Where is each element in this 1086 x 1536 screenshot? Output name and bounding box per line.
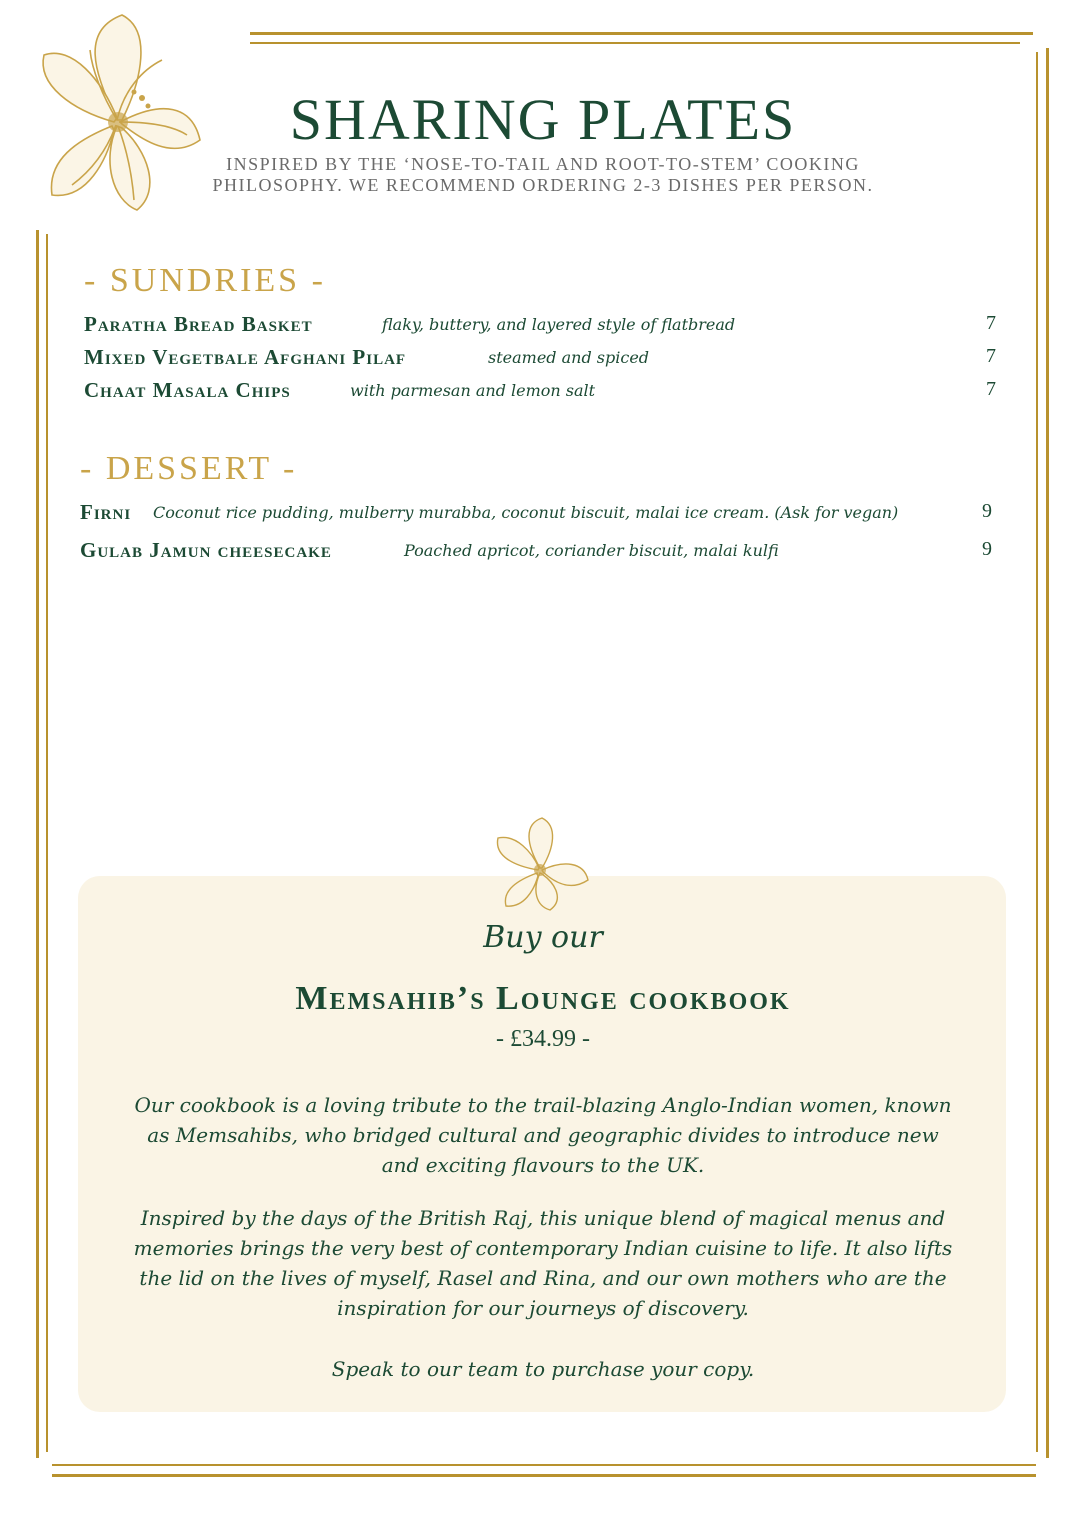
item-name: Chaat Masala Chips [84, 378, 291, 402]
cookbook-description-2: Inspired by the days of the British Raj, this unique blend of magical menus and memories brings the very best of contemporary Indian cuisine to life. It also lifts the lid on the lives of myself, Rasel and Rina, and our own mothers who are the inspiration for our journeys of discovery. [133, 1206, 953, 1320]
item-description: Coconut rice pudding, mulberry murabba, coconut biscuit, malai ice cream. (Ask for vegan) [153, 503, 899, 522]
page-title: SHARING PLATES [289, 87, 797, 152]
item-price: 7 [986, 312, 996, 334]
subtitle-line-1: INSPIRED BY THE ‘NOSE-TO-TAIL AND ROOT-TO-STEM’ COOKING [226, 154, 860, 174]
section-heading-dessert: - DESSERT - [80, 450, 298, 487]
frame-bottom-line [52, 1474, 1036, 1477]
menu-item [0, 378, 1086, 408]
item-name: Mixed Vegetbale Afghani Pilaf [84, 345, 407, 369]
frame-left-line [36, 230, 39, 1458]
item-price: 9 [982, 500, 992, 522]
frame-bottom-line-inner [52, 1464, 1036, 1466]
page-subtitle [160, 154, 926, 196]
item-description: flaky, buttery, and layered style of flatbread [382, 315, 736, 334]
menu-item [0, 345, 1086, 375]
subtitle-line-2: PHILOSOPHY. WE RECOMMEND ORDERING 2-3 DISHES PER PERSON. [212, 175, 874, 195]
cookbook-description-1: Our cookbook is a loving tribute to the trail-blazing Anglo-Indian women, known as Memsahibs, who bridged cultural and geographic divides to introduce new and exciting flavours to the UK. [134, 1093, 952, 1177]
hibiscus-flower-icon [488, 816, 592, 912]
item-description: steamed and spiced [488, 348, 650, 367]
menu-item [0, 500, 1086, 530]
buy-our-script: Buy our [483, 920, 603, 955]
section-heading-sundries: - SUNDRIES - [84, 262, 326, 299]
frame-top-line-inner [250, 42, 1020, 44]
menu-item [0, 312, 1086, 342]
menu-item [0, 538, 1086, 568]
item-description: Poached apricot, coriander biscuit, malai kulfi [404, 541, 779, 560]
item-price: 7 [986, 345, 996, 367]
cookbook-price: - £34.99 - [496, 1026, 590, 1052]
frame-top-line [250, 32, 1033, 35]
item-name: Firni [80, 500, 132, 524]
item-price: 7 [986, 378, 996, 400]
item-name: Paratha Bread Basket [84, 312, 313, 336]
cookbook-title: Memsahib’s Lounge cookbook [295, 980, 791, 1017]
item-price: 9 [982, 538, 992, 560]
frame-left-line-inner [46, 234, 48, 1452]
item-name: Gulab Jamun cheesecake [80, 538, 332, 562]
frame-right-line [1046, 48, 1049, 1458]
cookbook-call-to-action: Speak to our team to purchase your copy. [331, 1357, 755, 1381]
item-description: with parmesan and lemon salt [350, 381, 596, 400]
frame-right-line-inner [1036, 52, 1038, 1452]
